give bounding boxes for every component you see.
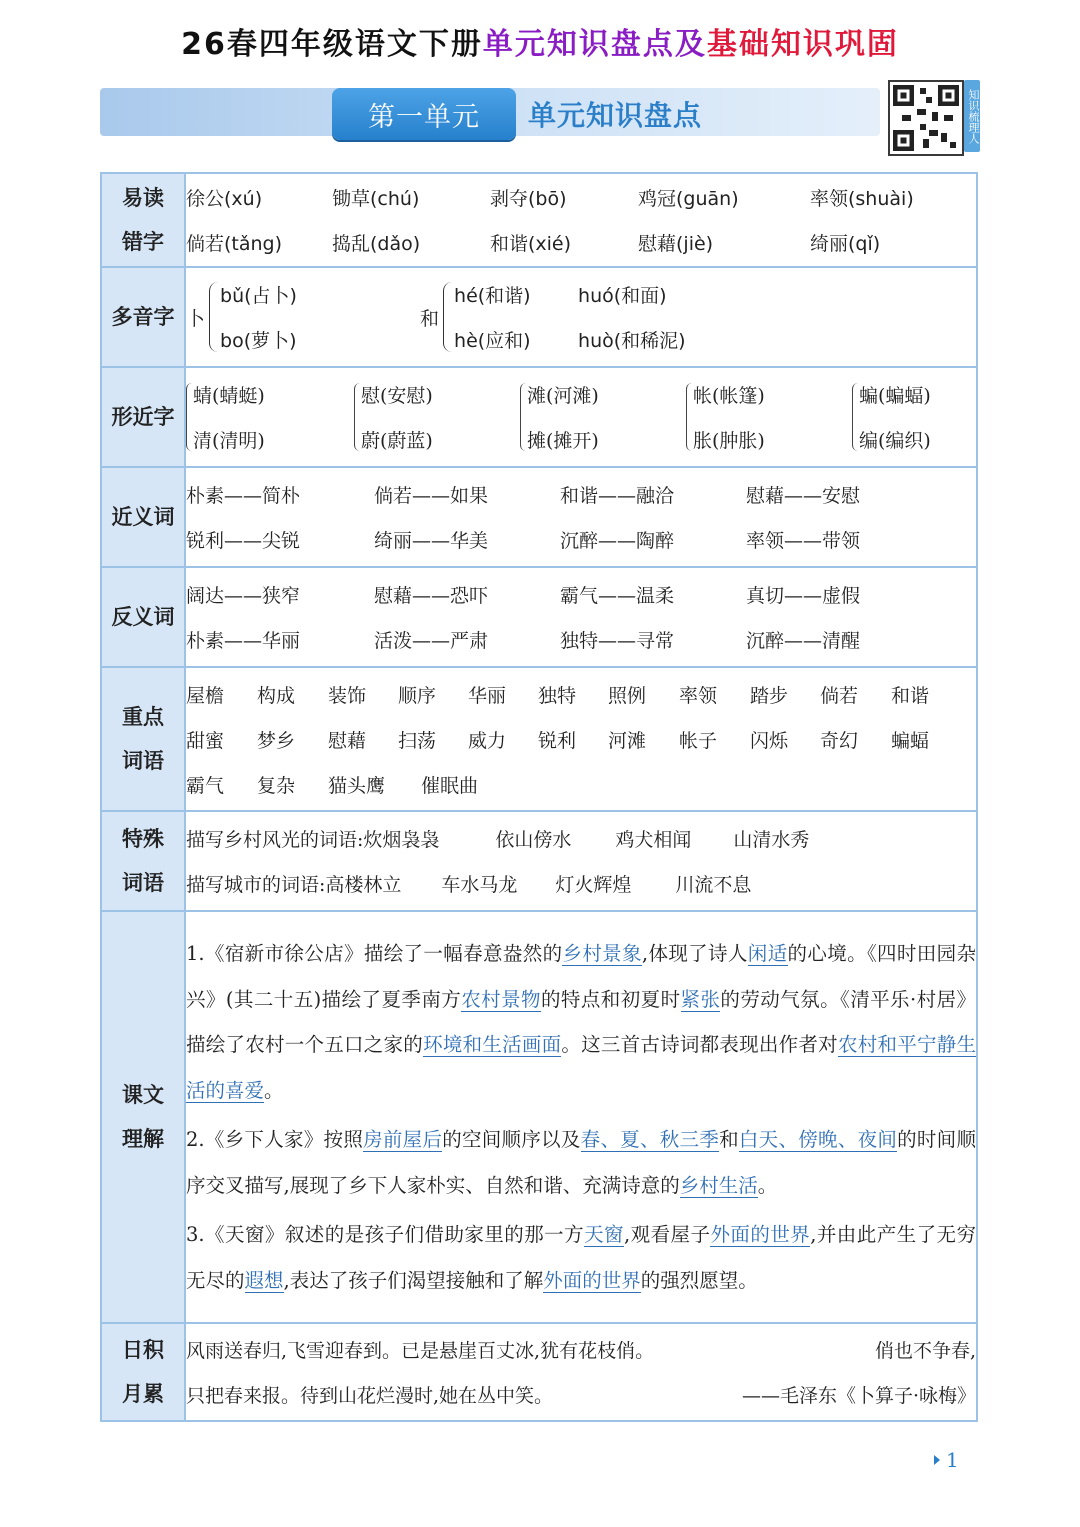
section-synonyms [101, 467, 977, 567]
list-item: 高楼林立 [325, 874, 402, 896]
keyword: 房前屋后 [363, 1128, 443, 1151]
list-item: 和谐(xié) [490, 233, 572, 255]
section-label: 易读 错字 [101, 173, 185, 267]
special-prefix: 描写城市的词语: [186, 874, 326, 896]
section-label: 课文 理解 [101, 911, 185, 1323]
page-number: 1 [934, 1446, 974, 1474]
qr-code-icon[interactable] [888, 80, 964, 156]
keyword: 遐想 [244, 1268, 284, 1292]
list-item: 川流不息 [675, 874, 752, 896]
list-item: 倘若 [820, 684, 859, 707]
poem-line-2a: 只把春来报。待到山花烂漫时,她在丛中笑。 [186, 1385, 554, 1407]
list-item: 帐(帐篷) 胀(肿胀) [686, 368, 852, 466]
list-item: 复杂 [257, 774, 296, 797]
list-item: 甜蜜 [186, 729, 225, 752]
list-item: 扫荡 [398, 729, 437, 752]
section-content [185, 567, 977, 667]
list-item: bǔ(占卜) [220, 285, 297, 307]
section-similar-chars [101, 367, 977, 467]
poly-char-1: 卜 [186, 307, 206, 330]
section-text-understanding [101, 911, 977, 1323]
section-content [185, 173, 977, 267]
section-special-words [101, 811, 977, 911]
list-item: 锄草(chú) [332, 188, 420, 210]
keyword: 闲适 [747, 942, 788, 965]
keyword: 环境和生活画面 [423, 1033, 562, 1056]
section-label: 近义词 [101, 467, 185, 567]
list-item: 慰(安慰) 蔚(蔚蓝) [354, 368, 520, 466]
keyword: 白天、傍晚、夜间 [738, 1128, 898, 1151]
list-item: 慰藉——恐吓 [374, 585, 489, 607]
list-item: 猫头鹰 [328, 774, 386, 797]
list-item: 河滩 [608, 729, 647, 752]
list-item: 徐公(xú) [186, 188, 263, 210]
section-content [185, 467, 977, 567]
poem-attribution: ——毛泽东《卜算子·咏梅》 [741, 1385, 976, 1407]
section-label: 多音字 [101, 267, 185, 367]
list-item: 独特——寻常 [560, 630, 675, 652]
list-item: 真切——虚假 [746, 585, 861, 607]
section-label: 特殊 词语 [101, 811, 185, 911]
list-item: 车水马龙 [441, 874, 518, 896]
list-item: 沉醉——陶醉 [560, 530, 675, 552]
list-item: 慰藉(jiè) [638, 233, 714, 255]
list-item: 率领 [679, 684, 718, 707]
keyword: 紧张 [680, 987, 721, 1011]
list-item: 山清水秀 [733, 829, 810, 851]
list-item: 阔达——狭窄 [186, 585, 301, 607]
triangle-icon [934, 1455, 940, 1465]
section-easy-misread [101, 173, 977, 267]
list-item: 活泼——严肃 [374, 630, 489, 652]
list-item: 绮丽(qǐ) [810, 233, 881, 255]
header-title-grade: 26春四年级语文下册 [181, 27, 483, 62]
section-content [185, 1323, 977, 1421]
list-item: 慰藉 [328, 729, 367, 752]
list-item: 构成 [257, 684, 296, 707]
list-item: 剥夺(bō) [490, 188, 567, 210]
list-item: huò(和稀泥) [578, 330, 686, 352]
poem-line-1a: 风雨送春归,飞雪迎春到。已是悬崖百丈冰,犹有花枝俏。 [186, 1340, 655, 1362]
list-item: 霸气——温柔 [560, 585, 675, 607]
bracket-icon [686, 383, 692, 451]
keyword: 天窗 [584, 1223, 624, 1246]
page-header-title [0, 14, 1080, 68]
bracket-icon [443, 282, 452, 352]
keyword: 外面的世界 [710, 1223, 811, 1246]
list-item: 鸡犬相闻 [615, 829, 692, 851]
header-title-consolidation: 基础知识巩固 [706, 27, 899, 62]
section-content [185, 911, 977, 1323]
easy-row-2 [186, 220, 976, 265]
header-title-and: 及 [674, 27, 707, 62]
list-item: 倘若——如果 [374, 485, 489, 507]
list-item: 屋檐 [186, 684, 225, 707]
paragraph-2: 2.《乡下人家》按照房前屋后的空间顺序以及春、夏、秋三季和白天、傍晚、夜间的时间顺序交叉描写,展现了乡下人家朴实、自然和谐、充满诗意的乡村生活。 [186, 1128, 976, 1197]
section-label: 反义词 [101, 567, 185, 667]
poem-line-1b: 俏也不争春, [874, 1340, 976, 1362]
paragraph-3: 3.《天窗》叙述的是孩子们借助家里的那一方天窗,观看屋子外面的世界,并由此产生了无穷无尽的遐想,表达了孩子们渴望接触和了解外面的世界的强烈愿望。 [186, 1223, 976, 1292]
section-content [185, 367, 977, 467]
list-item: 照例 [608, 684, 647, 707]
list-item: 绮丽——华美 [374, 530, 489, 552]
list-item: 倘若(tǎng) [186, 233, 283, 255]
list-item: 踏步 [750, 684, 789, 707]
list-item: 和谐 [891, 684, 930, 707]
section-label: 形近字 [101, 367, 185, 467]
section-key-words [101, 667, 977, 811]
section-content [185, 811, 977, 911]
keyword: 外面的世界 [543, 1268, 641, 1292]
list-item: 蜻(蜻蜓) 清(清明) [186, 368, 354, 466]
list-item: hè(应和) [454, 330, 531, 352]
list-item: 奇幻 [820, 729, 859, 752]
list-item: 威力 [468, 729, 507, 752]
list-item: 滩(河滩) 摊(摊开) [520, 368, 686, 466]
list-item: 蝙(蝙蝠) 编(编织) [852, 368, 931, 466]
list-item: 沉醉——清醒 [746, 630, 861, 652]
list-item: 帐子 [679, 729, 718, 752]
keyword: 乡村生活 [679, 1173, 758, 1197]
unit-subtitle: 单元知识盘点 [528, 99, 703, 132]
list-item: hé(和谐) [454, 285, 531, 307]
list-item: 慰藉——安慰 [746, 485, 861, 507]
list-item: 霸气 [186, 774, 225, 797]
section-content [185, 667, 977, 811]
section-daily-accumulation [101, 1323, 977, 1421]
keyword: 乡村景象 [562, 942, 642, 965]
list-item: 蝙蝠 [891, 729, 930, 752]
list-item: 华丽 [468, 684, 507, 707]
section-polyphone [101, 267, 977, 367]
list-item: 独特 [538, 684, 577, 707]
list-item: 闪烁 [750, 729, 789, 752]
bracket-icon [186, 383, 192, 451]
list-item: 顺序 [398, 684, 437, 707]
list-item: 梦乡 [257, 729, 296, 752]
qr-label: 知识梳理人 [964, 80, 980, 152]
list-item: 装饰 [328, 684, 367, 707]
bracket-icon [852, 383, 858, 451]
section-label: 日积 月累 [101, 1323, 185, 1421]
list-item: 率领(shuài) [810, 188, 914, 210]
bracket-icon [354, 383, 360, 451]
list-item: huó(和面) [578, 285, 667, 307]
unit-badge: 第一单元 [332, 88, 516, 140]
list-item: 锐利——尖锐 [186, 530, 301, 552]
list-item: 朴素——简朴 [186, 485, 301, 507]
list-item: 鸡冠(guān) [638, 188, 739, 210]
easy-row-1 [186, 175, 976, 220]
list-item: 锐利 [538, 729, 577, 752]
keyword: 春、夏、秋三季 [580, 1128, 720, 1151]
bracket-icon [520, 383, 526, 451]
list-item: bo(萝卜) [220, 330, 297, 352]
special-prefix: 描写乡村风光的词语: [186, 829, 364, 851]
bracket-icon [209, 282, 218, 352]
list-item: 朴素——华丽 [186, 630, 301, 652]
section-antonyms [101, 567, 977, 667]
keyword: 农村和平宁静生活的喜爱 [186, 1033, 976, 1102]
list-item: 依山傍水 [495, 829, 572, 851]
list-item: 和谐——融洽 [560, 485, 675, 507]
keyword: 农村景物 [461, 987, 541, 1011]
list-item: 炊烟袅袅 [363, 829, 440, 851]
list-item: 捣乱(dǎo) [332, 233, 421, 255]
section-content [185, 267, 977, 367]
paragraph-1: 1.《宿新市徐公店》描绘了一幅春意盎然的乡村景象,体现了诗人闲适的心境。《四时田园杂兴》(其二十五)描绘了夏季南方农村景物的特点和初夏时紧张的劳动气氛。《清平乐·村居》描绘了农村一个五口之家的环境和生活画面。这三首古诗词都表现出作者对农村和平宁静生活的喜爱。 [186, 942, 976, 1102]
section-label: 重点 词语 [101, 667, 185, 811]
header-title-inventory: 单元知识盘点 [482, 27, 675, 62]
list-item: 率领——带领 [746, 530, 861, 552]
poly-char-2: 和 [420, 307, 440, 330]
list-item: 灯火辉煌 [555, 874, 632, 896]
list-item: 催眠曲 [421, 774, 479, 797]
knowledge-table [100, 172, 978, 1422]
